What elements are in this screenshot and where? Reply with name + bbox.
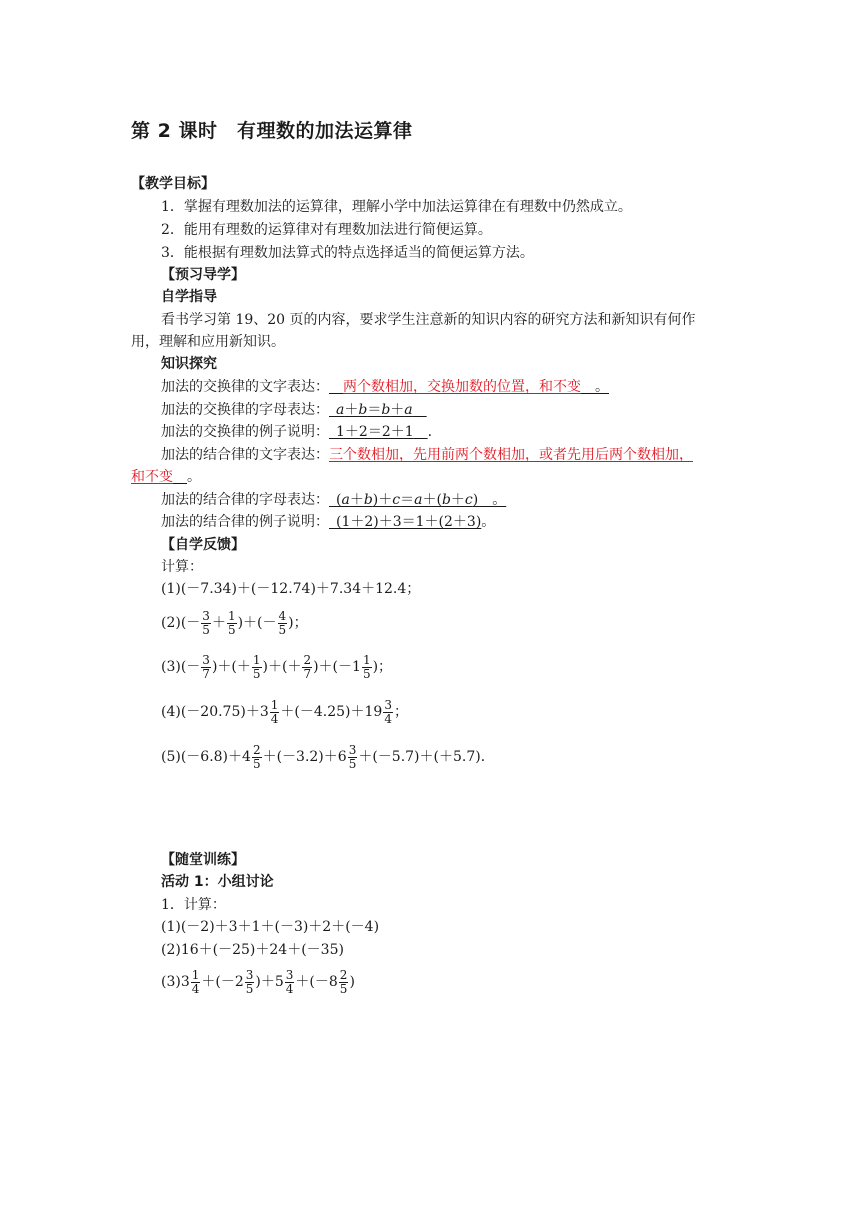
preview-heading: 【预习导学】 [161,267,245,283]
commutative-text-answer: 两个数相加，交换加数的位置，和不变 [343,379,581,395]
associative-text-row [161,446,693,464]
associative-example-row: 加法的结合律的例子说明： (1＋2)＋3＝1＋(2＋3)。 [161,514,496,530]
feedback-intro: 计算： [161,559,203,575]
page-title: 第 2 课时 有理数的加法运算律 [131,120,413,142]
feedback-problem-5: (5)(－6.8)＋4 $\frac{2}{5}$ ＋(－3.2)＋6 $\frac{3}{5}$ ＋(－5.7)＋(＋5.7)． [161,742,495,771]
objective-item-2: 2．能用有理数的运算律对有理数加法进行简便运算。 [161,222,492,238]
self-study-text-line1: 看书学习第 19、20 页的内容，要求学生注意新的知识内容的研究方法和新知识有何作 [161,312,696,328]
practice-problem-3: (3)3 $\frac{1}{4}$ ＋(－2 $\frac{3}{5}$ )＋5 $\frac{3}{4}$ ＋(－8 $\frac{2}{5}$ ) [161,967,355,996]
associative-example-answer: (1＋2)＋3＝1＋(2＋3) [336,514,482,530]
commutative-example-row: 加法的交换律的例子说明： 1＋2＝2＋1 . [161,424,433,440]
associative-letter-answer: (a＋b)＋c＝a＋(b＋c) 。 [329,492,507,508]
associative-text-answer-2: 和不变 [131,469,173,485]
feedback-problem-1: (1)(－7.34)＋(－12.74)＋7.34＋12.4； [161,581,421,597]
associative-text-row-2: 和不变 。 [131,469,201,485]
self-study-text-line2: 用，理解和应用新知识。 [131,334,285,350]
associative-example-label: 加法的结合律的例子说明： [161,514,329,530]
activity-heading: 活动 1：小组讨论 [161,874,274,890]
associative-letter-label: 加法的结合律的字母表达： [161,492,329,508]
objective-item-3: 3．能根据有理数加法算式的特点选择适当的简便运算方法。 [161,245,534,261]
associative-letter-row [161,491,506,509]
commutative-letter-answer: a＋b＝b＋a [336,402,413,418]
commutative-letter-label: 加法的交换律的字母表达： [161,402,329,418]
commutative-letter-row [161,401,427,419]
commutative-text-row: 加法的交换律的文字表达： 两个数相加，交换加数的位置，和不变 。 [161,379,609,395]
commutative-example-label: 加法的交换律的例子说明： [161,424,329,440]
feedback-heading: 【自学反馈】 [161,537,245,553]
feedback-problem-2: (2)(－ $\frac{3}{5}$ ＋ $\frac{1}{5}$ )＋(－ $\frac{4}{5}$ )； [161,608,308,637]
commutative-text-label: 加法的交换律的文字表达： [161,379,329,395]
commutative-example-answer: 1＋2＝2＋1 [336,424,414,440]
objective-item-1: 1．掌握有理数加法的运算律，理解小学中加法运算律在有理数中仍然成立。 [161,199,632,215]
practice-question-intro: 1．计算： [161,897,226,913]
associative-text-answer-1: 三个数相加，先用前两个数相加，或者先用后两个数相加， [329,447,693,463]
feedback-problem-3: (3)(－ $\frac{3}{7}$ )＋(＋ $\frac{1}{5}$ )＋(＋ $\frac{2}{7}$ )＋(－1 $\frac{1}{5}$ )； [161,652,393,681]
practice-problem-2: (2)16＋(－25)＋24＋(－35) [161,942,344,958]
self-study-heading: 自学指导 [161,289,217,305]
feedback-problem-4: (4)(－20.75)＋3 $\frac{1}{4}$ ＋(－4.25)＋19 $\frac{3}{4}$ ； [161,697,408,726]
practice-problem-1: (1)(－2)＋3＋1＋(－3)＋2＋(－4) [161,919,380,935]
practice-heading: 【随堂训练】 [161,852,245,868]
associative-text-label: 加法的结合律的文字表达： [161,447,329,463]
objectives-heading: 【教学目标】 [131,176,215,192]
explore-heading: 知识探究 [161,356,217,372]
